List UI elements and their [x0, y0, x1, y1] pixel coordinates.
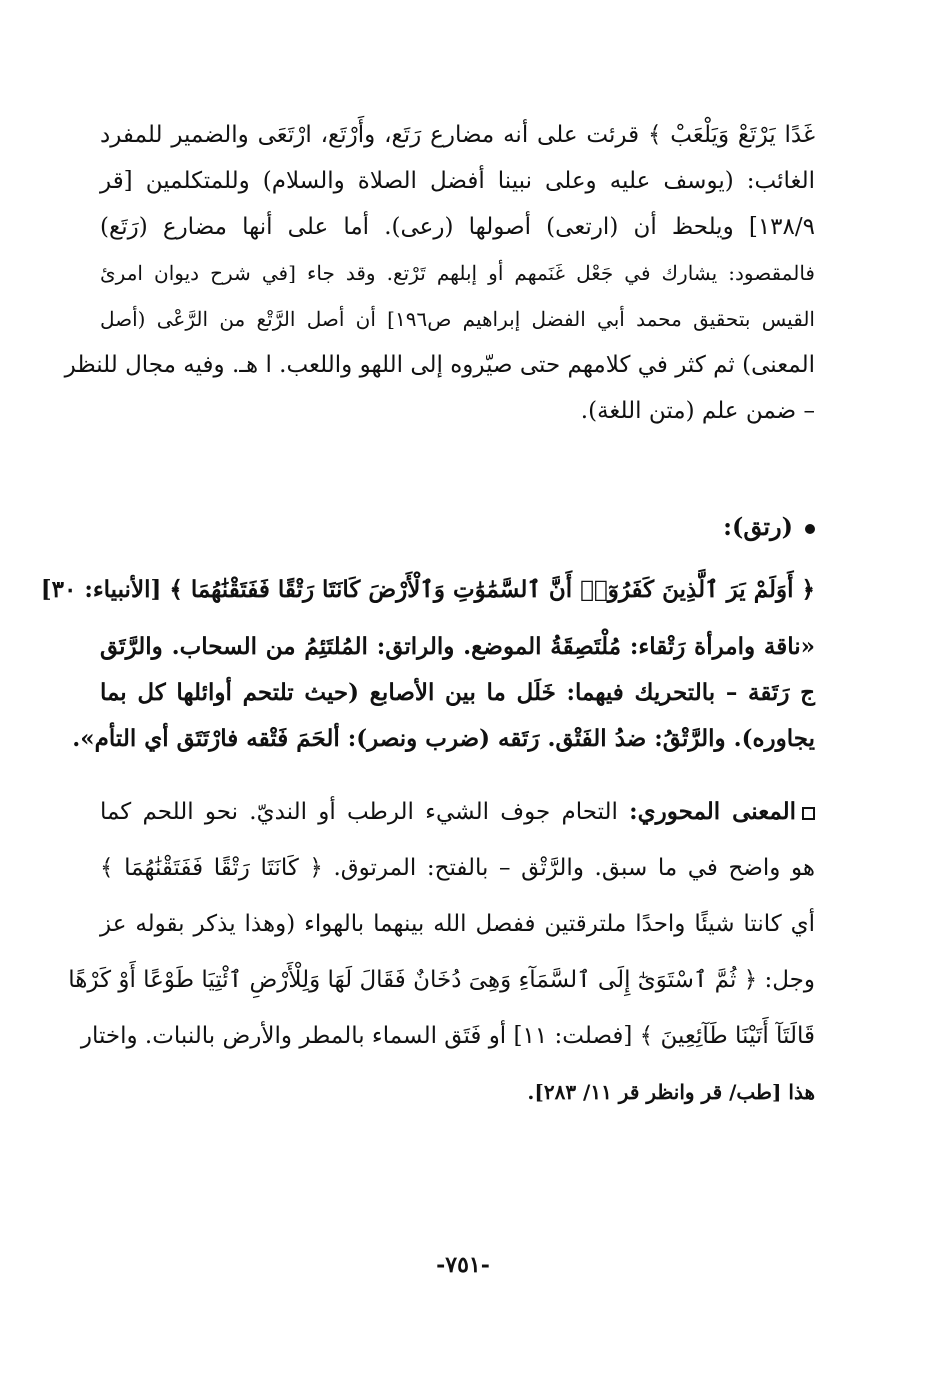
- definition-line: «ناقة وامرأة رَتْقاء: مُلْتَصِقَةُ الموضع. والراتق: المُلتَئِمُ من السحاب. والرَّتَق: [100, 633, 815, 660]
- definition-line: ج رَتَقة – بالتحريك فيهما: خَلَل ما بين الأصابع (حيث تلتحم أوائلها كل بما: [100, 679, 815, 706]
- definition-line: يجاوره). والرَّتْقُ: ضدُ الفَتْق. رَتَقه (ضرب ونصر): ألحَمَ فَتْقه فارْتَتَق أي التأم».: [72, 725, 815, 752]
- bullet-icon: [805, 524, 815, 534]
- text-line: القيس بتحقيق محمد أبي الفضل إبراهيم ص١٩٦] أن أصل الرَّتْع من الرَّعْى (أصل: [100, 307, 815, 331]
- meaning-line: أي كانتا شيئًا واحدًا ملترقتين ففصل الله بينهما بالهواء (وهذا يذكر بقوله عز: [100, 911, 815, 937]
- quran-verse: ﴿ أَوَلَمْ يَرَ ٱلَّذِينَ كَفَرُوٓا۟ أَنَّ ٱلسَّمَٰوَٰتِ وَٱلْأَرْضَ كَانَتَا رَتْقًا فَفَتَقْنَٰهُمَا ﴾ [الأنبياء: ٣٠]: [40, 576, 815, 603]
- text-line: ١٣٨/٩] ويلحظ أن (ارتعى) أصولها (رعى). أما على أنها مضارع (رَتَع): [100, 214, 815, 240]
- text-line: المعنى) ثم كثر في كلامهم حتى صيّروه إلى اللهو واللعب. ا هـ. وفيه مجال للنظر: [64, 352, 815, 378]
- page-number: -٧٥١-: [436, 1252, 490, 1278]
- square-marker-icon: [802, 807, 815, 820]
- root-heading: [100, 512, 815, 542]
- verse-block: [40, 575, 815, 605]
- definition-block: [72, 632, 815, 754]
- meaning-line: هو واضح في ما سبق. والرَّتْق – بالفتح: المرتوق. ﴿ كَانَتَا رَتْقًا فَفَتَقْنَٰهُمَا ﴾: [100, 855, 815, 881]
- paragraph-rata: [64, 120, 815, 426]
- text-line: – ضمن علم (متن اللغة).: [580, 398, 815, 424]
- text-line: فالمقصود: يشارك في جَعْل غَنَمهم أو إبلهم تَرْتع. وقد جاء [في شرح ديوان امرئ: [100, 261, 815, 285]
- meaning-line: قَالَتَآ أَتَيْنَا طَآئِعِينَ ﴾ [فصلت: ١١] أو فَتَق السماء بالمطر والأرض بالنبات. واختار: [80, 1023, 815, 1049]
- meaning-block: [68, 797, 815, 1107]
- text-line: غَدًا يَرْتَعْ وَيَلْعَبْ ﴾ قرئت على أنه مضارع رَتَع، وأَرْتَع، ارْتَعَى والضمير للمفرد: [100, 122, 815, 148]
- meaning-line: وجل: ﴿ ثُمَّ ٱسْتَوَىٰٓ إِلَى ٱلسَّمَآءِ وَهِىَ دُخَانٌ فَقَالَ لَهَا وَلِلْأَرْضِ ٱئْتِيَا طَوْعًا أَوْ كَرْهًا: [68, 967, 815, 993]
- meaning-label: المعنى المحوري:: [629, 798, 797, 825]
- text-line: الغائب: (يوسف عليه وعلى نبينا أفضل الصلاة والسلام) وللمتكلمين [قر: [100, 168, 815, 194]
- root-heading-text: (رتق):: [723, 512, 793, 541]
- meaning-text: التحام جوف الشيء الرطب أو النديّ. نحو اللحم كما: [100, 799, 618, 825]
- meaning-first-line: [100, 797, 815, 827]
- meaning-line: هذا [طب/ قر وانظر قر ١١/ ٢٨٣].: [527, 1080, 815, 1104]
- root-heading-block: [100, 512, 815, 542]
